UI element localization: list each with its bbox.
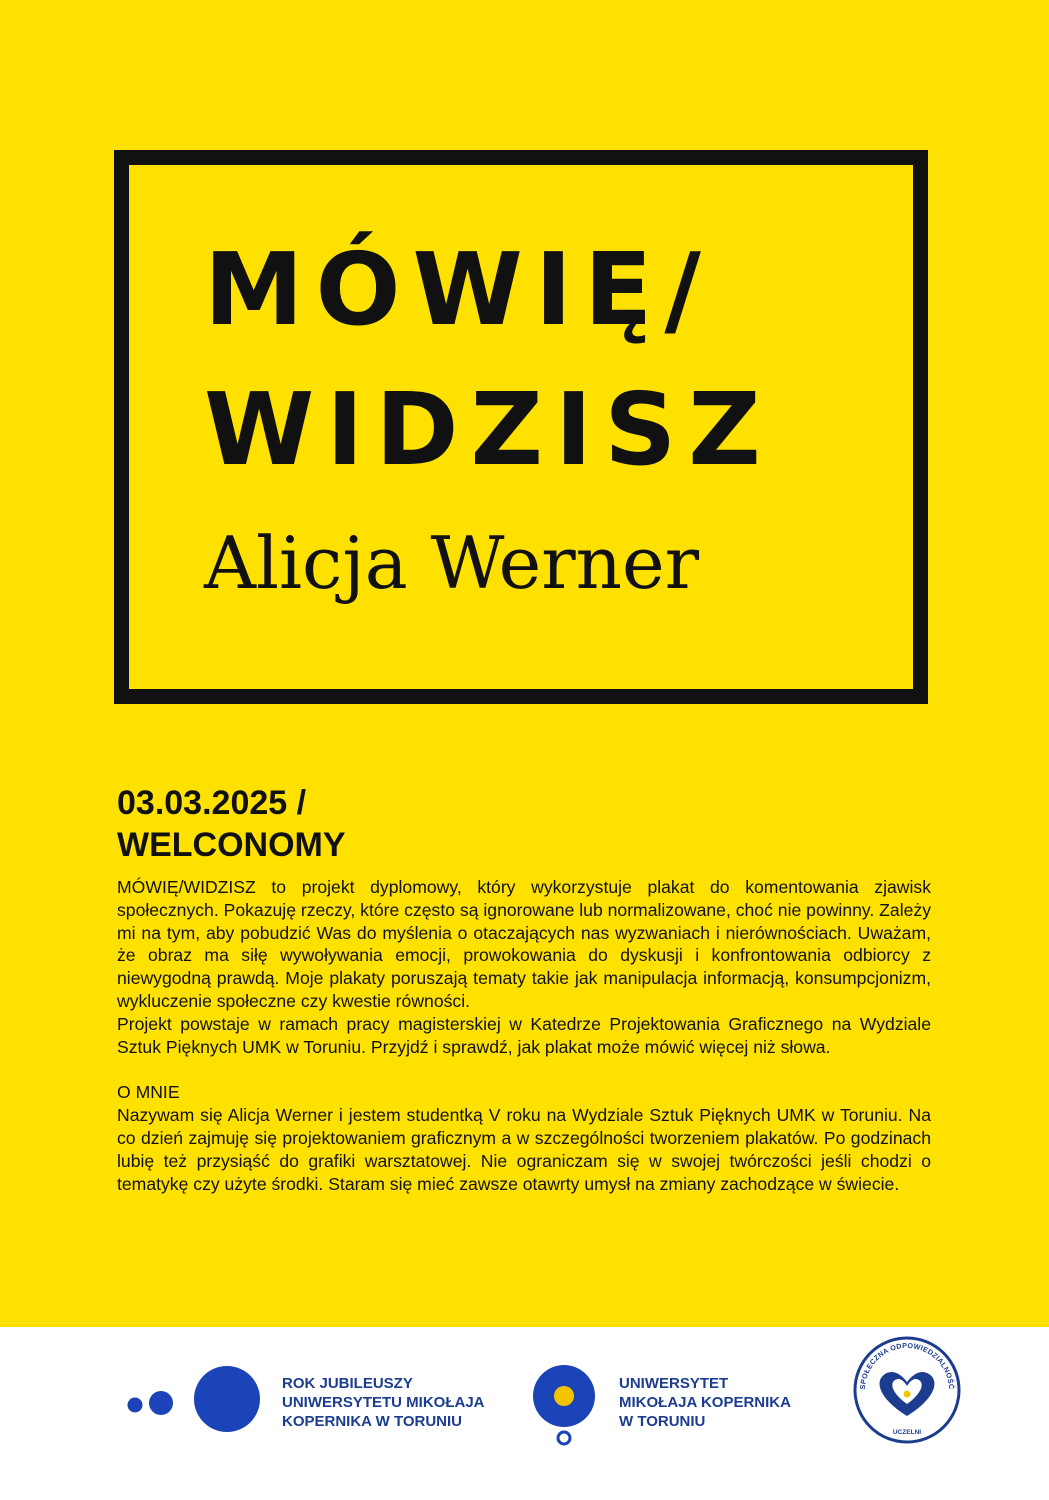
event-date: 03.03.2025 /: [117, 784, 307, 822]
event-venue: WELCONOMY: [117, 826, 346, 864]
svg-text:SPOŁECZNA ODPOWIEDZIALNOŚĆ: SPOŁECZNA ODPOWIEDZIALNOŚĆ: [857, 1340, 957, 1390]
umk-line-3: W TORUNIU: [619, 1413, 706, 1430]
description-paragraph-1: MÓWIĘ/WIDZISZ to projekt dyplomowy, który wykorzystuje plakat do komentowania zjawisk społecznych. Pokazuję rzeczy, które często są ignorowane lub normalizowane, choć nie powinny. Zależy mi na tym, aby pobudzić Was do myślenia o otaczających nas wyzwaniach i nierównościach. Uważam, że obraz ma siłę wywoływania emocji, prowokowania do dyskusji i konfrontowania odbiorcy z niewygodną prawdą. Moje plakaty poruszają tematy takie jak manipulacja informacją, konsumpcjonizm, wykluczenie społeczne czy kwestie równości.: [117, 877, 931, 1011]
jubilee-line-2: UNIWERSYTETU MIKOŁAJA: [282, 1394, 485, 1411]
about-text: Nazywam się Alicja Werner i jestem studentką V roku na Wydziale Sztuk Pięknych UMK w Toruniu. Na co dzień zajmuję się projektowaniem graficznym a w szczególności tworzeniem plakatów. Po godzinach lubię też przysiąść do grafiki warsztatowej. Nie ograniczam się w swojej twórczości jeśli chodzi o tematykę czy użyte środki. Staram się mieć zawsze otawrty umysł na zmiany zachodzące w świecie.: [117, 1105, 931, 1194]
description-paragraph-2: Projekt powstaje w ramach pracy magisterskiej w Katedrze Projektowania Graficznego na Wydziale Sztuk Pięknych UMK w Toruniu. Przyjdź i sprawdź, jak plakat może mówić więcej niż słowa.: [117, 1013, 931, 1057]
jubilee-line-1: ROK JUBILEUSZY: [282, 1375, 413, 1392]
title-line-2: WIDZISZ: [204, 371, 773, 488]
svg-text:UCZELNI: UCZELNI: [892, 1429, 922, 1436]
umk-line-2: MIKOŁAJA KOPERNIKA: [619, 1394, 791, 1411]
title-line-1: MÓWIĘ/: [204, 231, 713, 348]
umk-line-1: UNIWERSYTET: [619, 1375, 729, 1392]
umk-logo-text: [619, 1374, 791, 1431]
jubilee-line-3: KOPERNIKA W TORUNIU: [282, 1413, 462, 1430]
social-responsibility-badge-icon: [851, 1334, 963, 1446]
jubilee-logo-text: [282, 1374, 485, 1431]
about-heading: O MNIE: [117, 1082, 180, 1103]
jubilee-dots-logo: [122, 1363, 272, 1435]
description: [117, 876, 931, 1195]
umk-logo: [526, 1363, 606, 1449]
footer: [0, 1327, 1049, 1500]
author-name: Alicja Werner: [204, 521, 700, 605]
